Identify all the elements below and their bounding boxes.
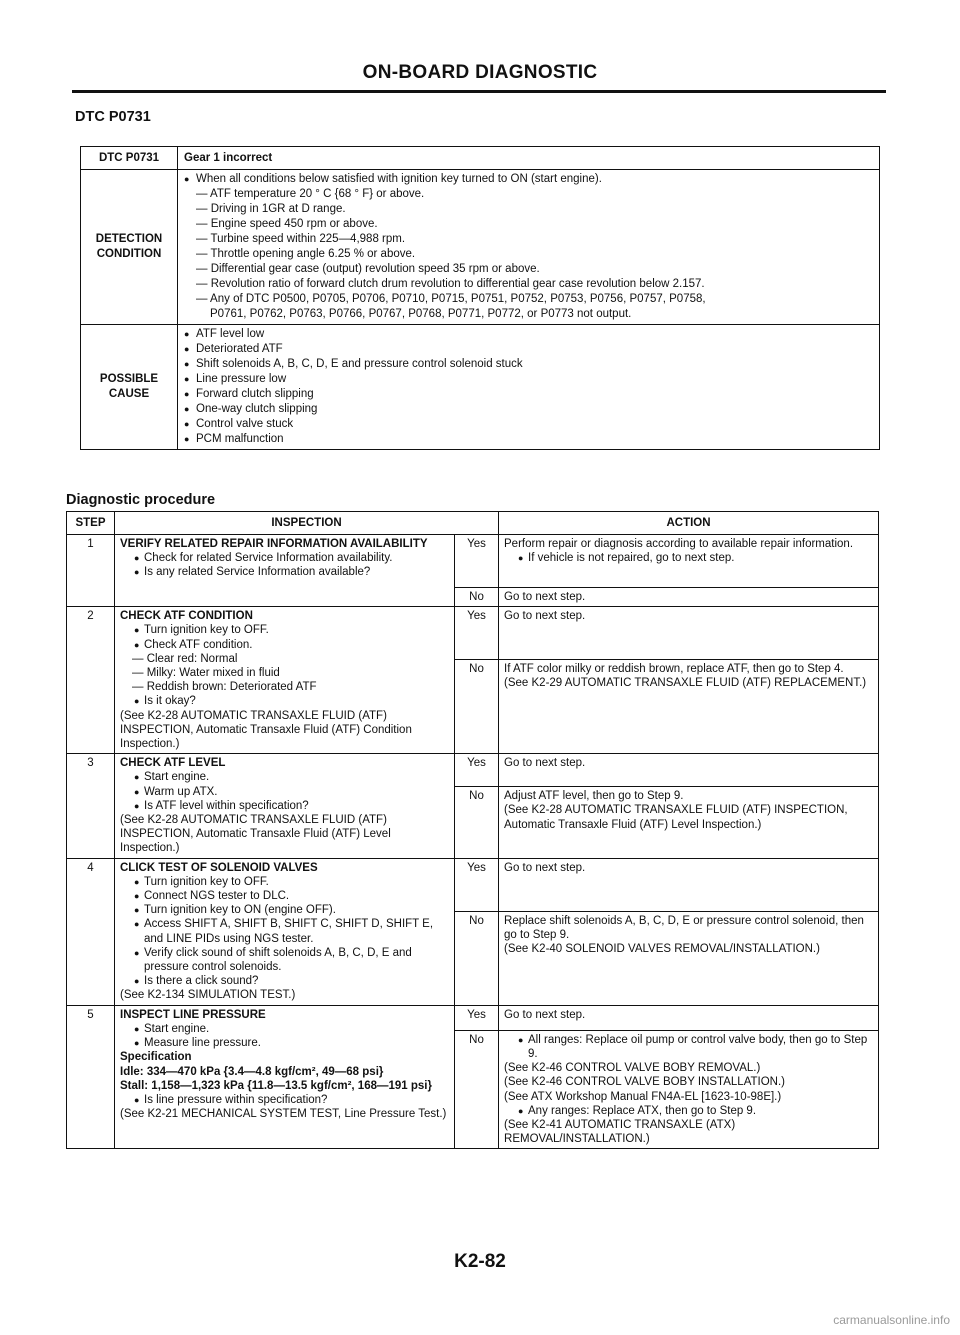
header-rule	[72, 90, 886, 93]
possible-cause-list	[178, 325, 880, 450]
no-action: Go to next step.	[499, 588, 879, 607]
detection-intro: ● When all conditions below satisfied with ignition key turned to ON (start engine).	[184, 172, 873, 187]
detection-item: — Engine speed 450 rpm or above.	[196, 218, 378, 230]
no-action: If ATF color milky or reddish brown, replace ATF, then go to Step 4. (See K2-29 AUTOMATIC TRANSAXLE FLUID (ATF) REPLACEMENT.)	[499, 660, 879, 754]
step-row	[67, 607, 879, 660]
yes-label: Yes	[455, 535, 499, 588]
inspection-item: ● Warm up ATX.	[132, 785, 449, 799]
cause-item: ● One-way clutch slipping	[184, 402, 873, 417]
inspection-item: ● Measure line pressure.	[132, 1036, 449, 1050]
yes-label: Yes	[455, 607, 499, 660]
cause-item: ● PCM malfunction	[184, 432, 873, 447]
no-label: No	[455, 588, 499, 607]
cause-item: ● Shift solenoids A, B, C, D, E and pressure control solenoid stuck	[184, 357, 873, 372]
page-header-title: ON-BOARD DIAGNOSTIC	[362, 62, 598, 83]
dtc-summary-table	[80, 146, 880, 450]
dtc-description-cell: Gear 1 incorrect	[178, 147, 880, 170]
step-number: 4	[67, 858, 115, 1005]
detection-item: — Revolution ratio of forward clutch drum revolution to differential gear case revolution below 2.157.	[196, 278, 705, 290]
detection-item: — ATF temperature 20 ° C {68 ° F} or above.	[196, 188, 425, 200]
section-heading: DTC P0731	[75, 109, 151, 125]
detection-item: — Throttle opening angle 6.25 % or above.	[196, 248, 416, 260]
inspection-item: ● Start engine.	[132, 1022, 449, 1036]
header-action: ACTION	[499, 512, 879, 535]
cause-item: ● ATF level low	[184, 327, 873, 342]
detection-item: — Driving in 1GR at D range.	[196, 203, 346, 215]
step-row	[67, 754, 879, 787]
inspection-cell	[115, 754, 455, 858]
yes-action: Go to next step.	[499, 858, 879, 911]
yes-action: Go to next step.	[499, 1005, 879, 1030]
cause-item: ● Line pressure low	[184, 372, 873, 387]
inspection-reference: (See K2-134 SIMULATION TEST.)	[120, 989, 296, 1002]
procedure-header-row	[67, 512, 879, 535]
dtc-header-row	[81, 147, 880, 170]
step-number: 1	[67, 535, 115, 607]
detection-condition-list	[178, 170, 880, 325]
step-number: 3	[67, 754, 115, 858]
no-action: Adjust ATF level, then go to Step 9. (See K2-28 AUTOMATIC TRANSAXLE FLUID (ATF) INSPECTION, Automatic Transaxle Fluid (ATF) Level Inspection.)	[499, 787, 879, 858]
possible-cause-label: POSSIBLE CAUSE	[81, 325, 178, 450]
step-number: 5	[67, 1005, 115, 1149]
yes-label: Yes	[455, 1005, 499, 1030]
specification-stall: Stall: 1,158—1,323 kPa {11.8—13.5 kgf/cm², 168—191 psi}	[120, 1079, 432, 1092]
dtc-code-cell: DTC P0731	[81, 147, 178, 170]
watermark: carmanualsonline.info	[833, 1313, 950, 1327]
inspection-item: ● Turn ignition key to OFF.	[132, 875, 449, 889]
step-row	[67, 858, 879, 911]
no-action: Replace shift solenoids A, B, C, D, E or pressure control solenoid, then go to Step 9. (See K2-40 SOLENOID VALVES REMOVAL/INSTALLATION.)	[499, 911, 879, 1005]
detection-item: — Turbine speed within 225—4,988 rpm.	[196, 233, 406, 245]
inspection-reference: (See K2-28 AUTOMATIC TRANSAXLE FLUID (ATF) INSPECTION, Automatic Transaxle Fluid (ATF) Condition Inspection.)	[120, 709, 412, 751]
inspection-reference: (See K2-21 MECHANICAL SYSTEM TEST, Line Pressure Test.)	[120, 1108, 447, 1121]
specification-idle: Idle: 334—470 kPa {3.4—4.8 kgf/cm², 49—68 psi}	[120, 1065, 384, 1078]
yes-action: Go to next step.	[499, 754, 879, 787]
step-row	[67, 1005, 879, 1030]
no-label: No	[455, 660, 499, 754]
inspection-question: ● Is there a click sound?	[132, 974, 449, 988]
inspection-cell	[115, 535, 455, 607]
possible-cause-row	[81, 325, 880, 450]
inspection-item: ● Verify click sound of shift solenoids A, B, C, D, E and pressure control solenoids.	[132, 946, 449, 974]
cause-item: ● Deteriorated ATF	[184, 342, 873, 357]
detection-condition-row	[81, 170, 880, 325]
inspection-cell	[115, 1005, 455, 1149]
cause-item: ● Control valve stuck	[184, 417, 873, 432]
inspection-subitem: — Reddish brown: Deteriorated ATF	[132, 681, 317, 694]
inspection-subitem: — Clear red: Normal	[132, 652, 238, 665]
inspection-question: ● Is it okay?	[132, 694, 449, 708]
no-action: ● All ranges: Replace oil pump or control valve body, then go to Step 9. (See K2-46 CONTROL VALVE BOBY REMOVAL.) (See K2-46 CONTROL VALVE BOBY INSTALLATION.) (See ATX Workshop Manual FN4A-EL [1623-10-98E].) ● Any ranges: Replace ATX, then go to Step 9. (See K2-41 AUTOMATIC TRANSAXLE (ATX) REMOVAL/INSTALLATION.)	[499, 1030, 879, 1149]
inspection-item: ● Check for related Service Information availability.	[132, 551, 449, 565]
inspection-cell	[115, 607, 455, 754]
inspection-item: ● Connect NGS tester to DLC.	[132, 889, 449, 903]
yes-action: Go to next step.	[499, 607, 879, 660]
procedure-title: Diagnostic procedure	[66, 492, 216, 508]
inspection-item: ● Start engine.	[132, 770, 449, 784]
no-label: No	[455, 787, 499, 858]
detection-item: — Differential gear case (output) revolution speed 35 rpm or above.	[196, 263, 540, 275]
inspection-item: ● Access SHIFT A, SHIFT B, SHIFT C, SHIFT D, SHIFT E, and LINE PIDs using NGS tester.	[132, 917, 449, 945]
inspection-cell	[115, 858, 455, 1005]
inspection-title: CLICK TEST OF SOLENOID VALVES	[120, 861, 318, 874]
header-inspection: INSPECTION	[115, 512, 499, 535]
inspection-title: CHECK ATF CONDITION	[120, 610, 253, 623]
yes-action: Perform repair or diagnosis according to available repair information. ● If vehicle is not repaired, go to next step.	[499, 535, 879, 588]
no-label: No	[455, 1030, 499, 1149]
inspection-reference: (See K2-28 AUTOMATIC TRANSAXLE FLUID (ATF) INSPECTION, Automatic Transaxle Fluid (ATF) Level Inspection.)	[120, 814, 391, 855]
detection-item: — Any of DTC P0500, P0705, P0706, P0710, P0715, P0751, P0752, P0753, P0756, P0757, P0758,	[196, 293, 706, 305]
step-row	[67, 535, 879, 588]
diagnostic-procedure-table	[66, 511, 879, 1149]
specification-label: Specification	[120, 1051, 192, 1064]
inspection-title: CHECK ATF LEVEL	[120, 757, 226, 770]
inspection-item: ● Turn ignition key to OFF.	[132, 623, 449, 637]
inspection-subitem: — Milky: Water mixed in fluid	[132, 667, 280, 680]
no-label: No	[455, 911, 499, 1005]
page-number: K2-82	[454, 1251, 506, 1272]
inspection-question: ● Is ATF level within specification?	[132, 799, 449, 813]
inspection-item: ● Check ATF condition.	[132, 638, 449, 652]
cause-item: ● Forward clutch slipping	[184, 387, 873, 402]
step-number: 2	[67, 607, 115, 754]
detection-condition-label: DETECTION CONDITION	[81, 170, 178, 325]
inspection-question: ● Is line pressure within specification?	[132, 1093, 449, 1107]
yes-label: Yes	[455, 754, 499, 787]
inspection-title: VERIFY RELATED REPAIR INFORMATION AVAILABILITY	[120, 538, 428, 550]
inspection-title: INSPECT LINE PRESSURE	[120, 1008, 266, 1021]
header-step: STEP	[67, 512, 115, 535]
inspection-question: ● Is any related Service Information available?	[132, 565, 449, 579]
detection-item-continued: P0761, P0762, P0763, P0766, P0767, P0768, P0771, P0772, or P0773 not output.	[210, 308, 632, 320]
yes-label: Yes	[455, 858, 499, 911]
inspection-item: ● Turn ignition key to ON (engine OFF).	[132, 903, 449, 917]
